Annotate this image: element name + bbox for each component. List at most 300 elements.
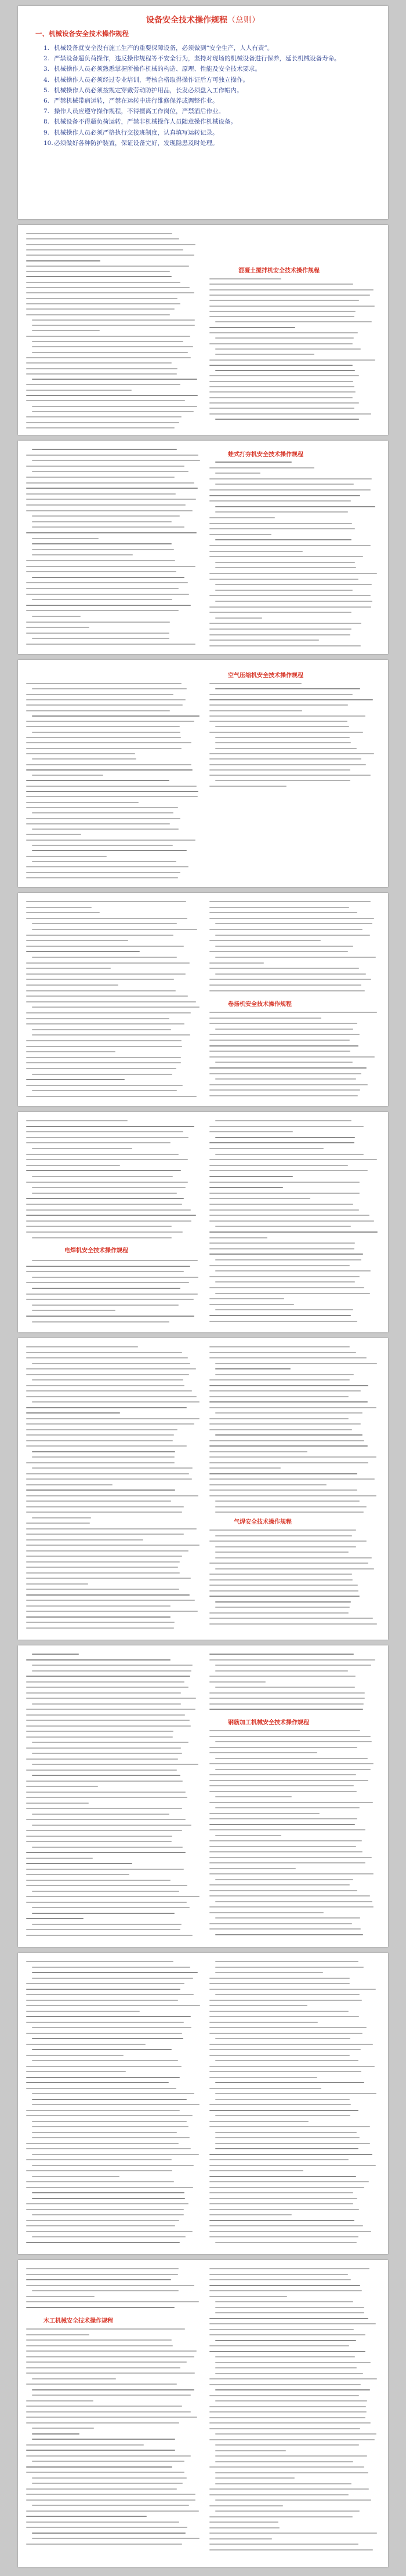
text-line [209,2428,360,2429]
text-line [209,2005,307,2006]
text-line [26,1808,182,1809]
text-line [209,289,374,290]
text-line [32,554,133,555]
text-line [32,1670,191,1672]
text-line [209,758,361,760]
text-line [26,1539,143,1540]
text-line [32,2461,184,2462]
text-line [215,473,260,474]
text-line [32,411,194,412]
text-line [26,2307,175,2308]
text-line [209,2285,360,2286]
text-line [209,1357,367,1358]
text-line [209,1851,362,1852]
text-line [26,400,185,401]
intro-item-number: 10. [44,139,53,147]
text-line [209,1774,356,1775]
text-line [209,1873,374,1874]
text-line [215,935,370,936]
text-line [26,1758,178,1760]
text-line [32,2433,79,2435]
text-line [26,610,179,611]
text-line [32,1924,182,1925]
text-line [209,1248,354,1249]
text-line [26,1687,188,1688]
text-line [26,308,175,310]
text-line [209,786,287,787]
text-line [209,2411,367,2412]
text-line [32,1517,91,1518]
text-line [209,2466,364,2468]
text-line [26,2544,182,2545]
text-line [209,1321,357,1322]
text-line [26,571,176,572]
text-line [32,1305,179,1306]
text-line [209,2290,362,2291]
text-line [26,1989,180,1990]
text-line [26,912,100,913]
text-line [32,599,172,600]
text-line [209,2000,362,2001]
text-line [26,373,177,375]
text-line [215,2389,370,2390]
text-line [32,1034,190,1036]
text-line [32,732,180,733]
text-line [26,990,176,991]
text-line [215,2115,350,2116]
text-line [26,1440,173,1441]
text-line [209,1018,321,1019]
text-line [26,2159,172,2160]
text-line [26,1506,184,1507]
text-line [209,1040,350,1041]
text-line [209,2329,354,2330]
text-line [26,1830,182,1831]
text-line [26,1215,196,1216]
text-line [26,2066,182,2067]
text-line [26,918,187,919]
text-line [26,1556,182,1557]
text-line [209,901,371,902]
text-line [32,1978,193,1979]
text-line [215,584,372,585]
text-line [215,1078,356,1080]
text-line [26,2422,179,2424]
text-line [26,710,170,711]
text-line [209,1484,327,1485]
text-line [209,721,347,722]
text-line [209,1612,349,1614]
text-line [26,2170,172,2171]
text-line [209,769,350,771]
text-line [32,521,172,522]
text-line [209,1276,360,1277]
text-line [209,284,353,285]
text-line [26,249,183,250]
text-line [209,1265,350,1266]
text-line [26,488,198,489]
text-line [215,562,355,563]
text-line [32,2378,116,2379]
text-line [209,1983,350,1984]
text-line [32,1742,188,1743]
text-line [209,1623,377,1625]
text-line [32,2439,175,2440]
text-line [26,427,175,428]
text-line [26,1858,93,1859]
text-line [209,1473,357,1474]
text-line [209,278,281,279]
text-line [209,1034,360,1035]
text-line [32,2389,194,2390]
text-line [209,1095,358,1096]
text-line [26,1220,191,1222]
text-line [32,2154,199,2155]
text-line [26,1545,200,1546]
text-line [26,737,181,738]
text-line [209,295,370,296]
text-line [209,1923,352,1924]
text-line [215,1281,355,1282]
text-line [26,2181,174,2182]
text-line [26,1797,187,1798]
text-line [26,1096,197,1097]
text-line [209,1890,357,1891]
text-line [26,1489,175,1491]
page-5 [18,893,388,1106]
text-line [32,829,179,830]
text-line [209,1824,355,1825]
text-line [32,1753,182,1754]
page-6 [18,1112,388,1332]
text-line [209,386,354,387]
text-line [209,1084,368,1085]
text-line [26,2209,184,2210]
text-line [209,990,365,991]
text-line [209,1237,267,1238]
text-line [209,1187,283,1188]
text-line [209,1401,368,1403]
text-line [26,2279,171,2280]
intro-item-text: 机械操作人员必须熟悉掌握所操作机械的构造、原理、性能及安全技术要求。 [54,66,261,73]
text-line [209,1659,375,1661]
text-line [26,1434,174,1436]
text-line [26,946,184,947]
text-line [209,968,359,969]
text-line [26,866,188,867]
text-line [26,1709,195,1710]
text-line [26,2296,95,2297]
text-line [209,2209,359,2210]
text-line [32,1193,177,1194]
text-line [26,2016,191,2017]
text-line [209,912,357,913]
text-line [26,1266,190,1267]
text-line [26,1159,188,1160]
text-line [215,511,348,513]
text-line [26,962,190,964]
section-heading-6: 电焊机安全技术操作规程 [64,1248,128,1254]
text-line [209,2384,361,2385]
text-line [26,2088,176,2089]
text-line [26,1209,191,1211]
text-line [215,506,375,507]
text-line [209,1390,361,1391]
intro-item-number: 6. [44,97,50,105]
text-line [209,316,354,317]
text-line [209,1142,354,1143]
text-line [215,1434,362,1436]
text-line [26,1131,183,1132]
text-line [26,856,107,857]
text-line [215,1769,371,1770]
intro-item [44,138,362,148]
text-line [26,2231,193,2232]
text-line [26,1896,200,1897]
text-line [32,1310,115,1311]
text-line [32,2176,119,2177]
text-line [32,2395,191,2396]
text-line [26,1068,176,1069]
text-line [26,973,186,975]
text-line [26,726,180,727]
text-line [209,1895,370,1896]
text-line [26,1484,113,1485]
text-line [26,1600,195,1601]
text-line [215,2099,350,2100]
text-line [26,504,186,506]
text-line [26,1803,89,1804]
text-line [209,2544,358,2545]
text-line [26,1170,181,1171]
text-line [26,2455,191,2457]
text-line [26,1869,184,1870]
text-line [215,2477,295,2479]
text-line [26,1473,189,1474]
text-line [32,2477,187,2479]
page-1 [18,6,388,219]
text-line [26,1142,171,1143]
text-line [26,1523,90,1524]
text-line [209,1489,357,1491]
text-line [26,699,186,700]
text-line [26,2488,177,2490]
text-line [26,786,197,787]
text-line [209,1012,377,1013]
text-line [209,2516,353,2517]
text-line [209,628,351,630]
text-line [209,1467,281,1469]
text-line [209,1242,355,1244]
text-line [26,802,139,803]
intro-list [44,43,362,148]
text-line [209,634,350,635]
text-line [209,1884,350,1885]
text-line [215,1226,351,1227]
section-heading-5: 卷扬机安全技术操作规程 [228,1001,292,1008]
text-line [32,1260,198,1261]
text-line [26,1792,186,1793]
text-line [26,510,193,511]
text-line [209,2220,354,2221]
text-line [26,818,180,819]
text-line [215,419,359,420]
text-line [26,1770,177,1771]
intro-item [44,43,362,53]
text-line [32,861,176,862]
text-line [215,2301,353,2302]
text-line [209,918,374,919]
text-line [209,1495,376,1496]
text-line [215,1758,368,1759]
text-line [209,545,371,546]
title-suffix: （总则） [227,16,260,25]
text-line [209,2055,350,2056]
text-line [26,482,194,484]
text-line [26,255,194,256]
text-line [215,2400,367,2401]
text-line [215,1665,371,1666]
text-line [209,1131,293,1132]
text-line [215,1552,349,1553]
text-line [209,343,353,344]
text-line [215,484,354,485]
text-line [209,327,295,328]
text-line [26,1929,180,1930]
text-line [26,1412,120,1414]
intro-item-number: 7. [44,108,50,115]
text-line [209,2323,376,2324]
text-line [26,2411,191,2412]
text-line [215,1917,360,1919]
text-line [215,1412,362,1414]
text-line [26,1385,184,1386]
text-line [209,606,371,608]
text-line [26,477,175,478]
text-line [26,336,190,337]
text-line [32,850,187,851]
text-line [26,566,195,567]
text-line [209,1989,376,1990]
text-line [26,1046,182,1047]
text-line [209,1462,368,1463]
text-line [209,2181,369,2182]
text-line [209,1385,368,1386]
text-line [26,266,189,267]
text-line [209,2345,349,2346]
intro-item [44,75,362,85]
text-line [26,742,191,743]
text-line [209,1840,362,1841]
text-line [26,1226,172,1227]
text-line [209,753,374,754]
text-line [215,337,354,339]
text-line [26,2148,191,2149]
text-line [32,1907,190,1908]
text-line [26,1299,194,1300]
text-line [26,2044,146,2045]
intro-item-text: 机械设备就安全没有施工生产的重要保障设备，必须做到“安全生产，人人有责”。 [54,45,274,52]
text-line [32,616,81,617]
text-line [32,1237,172,1238]
text-line [215,737,350,738]
text-line [26,1692,181,1694]
text-line [209,2071,361,2072]
text-line [209,1051,350,1052]
text-line [32,2505,189,2506]
text-line [26,968,111,969]
intro-item [44,128,362,138]
text-line [26,877,178,878]
text-line [26,560,175,561]
text-line [215,2132,357,2133]
text-line [26,807,178,808]
text-line [209,1478,375,1480]
text-line [26,2187,193,2188]
text-line [209,1346,350,1347]
text-line [32,2533,186,2534]
text-line [215,726,349,727]
text-line [26,2406,182,2407]
text-line [209,551,303,552]
text-line [26,2011,140,2012]
intro-item [44,53,362,64]
text-line [26,721,194,722]
text-line [209,1418,349,1419]
text-line [209,1407,376,1408]
text-line [209,1978,350,1979]
text-line [26,2400,93,2401]
text-line [26,2110,180,2111]
text-line [209,1056,375,1058]
text-line [209,683,302,684]
page-3 [18,441,388,654]
text-line [26,791,198,792]
text-line [26,1057,181,1058]
text-line [32,1029,171,1030]
text-line [26,1154,179,1155]
text-line [26,1918,84,1919]
text-line [209,715,365,717]
text-line [32,923,177,924]
text-line [209,1215,369,1216]
text-line [26,2071,126,2072]
text-line [26,1282,189,1283]
text-line [26,466,184,467]
text-line [26,271,170,272]
text-line [215,748,357,749]
text-line [26,1040,182,1041]
text-line [32,2099,187,2100]
text-line [215,1137,355,1138]
text-line [209,1563,368,1564]
text-line [209,467,314,468]
text-line [215,1670,348,1672]
text-line [209,907,349,908]
text-line [26,935,173,936]
text-line [26,1165,120,1166]
text-line [215,2367,357,2368]
text-line [26,2203,188,2204]
text-line [32,2093,194,2094]
text-line [209,1692,365,1694]
text-line [26,2417,197,2418]
intro-item [44,106,362,117]
text-line [209,1159,377,1160]
text-line [26,2350,197,2352]
text-line [215,1994,360,1995]
text-line [26,594,189,595]
